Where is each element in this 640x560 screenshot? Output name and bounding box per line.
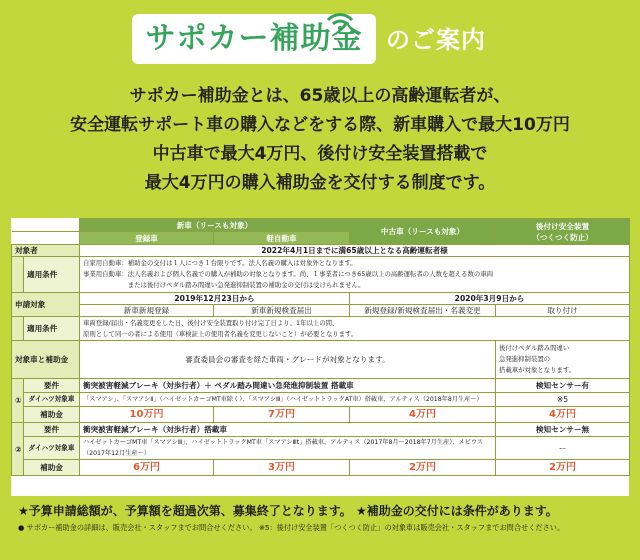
row2-amount-label: 補助金 xyxy=(24,460,80,476)
row2-daihatsu-models: ハイゼットカーゴMT車「スマアシⅢ」、ハイゼットトラックMT車「スマアシⅢt」搭載車、アルティス（2017年8月〜2018年7月生産）、メビウス（2017年12月生産〜） xyxy=(80,437,496,460)
condition-line: 車両登録/届出・名義変更をした日、後付け安全装置取り付け完了日より、1年以上の間、 xyxy=(83,318,339,327)
intro-line: サポカー補助金とは、65歳以上の高齢運転者が、 xyxy=(129,86,511,106)
retrofit-line: 急発進抑制装置の xyxy=(499,355,551,363)
blank-cell xyxy=(12,232,80,245)
apply-date-new: 2019年12月23日から xyxy=(80,293,350,305)
retrofit-line: 搭載車が対象となります。 xyxy=(499,366,576,374)
vehicle-label: 対象車と補助金 xyxy=(12,341,80,379)
condition-line: 自家用自動車：補助金の交付は１人につき１台限りです。法人名義の購入は対象外となります。 xyxy=(83,259,357,267)
spacer-cell xyxy=(12,317,24,341)
blank-cell xyxy=(12,219,80,232)
condition-line: 事業用自動車：法人名義および個人名義での購入が補助の対象となります。尚、１事業者につき65歳以上の高齢運転者の人数を超える数の車両 xyxy=(83,270,494,278)
registered-header: 登録車 xyxy=(80,232,214,245)
notes xyxy=(18,501,628,535)
used-car-header: 中古車（リースも対象） xyxy=(350,219,496,245)
intro-line: 中古車で最大4万円、後付け安全装置搭載で xyxy=(152,144,488,164)
vehicle-value: 審査委員会の審査を経た車両・グレードが対象となります。 xyxy=(80,341,496,379)
row1-amount-registered: 10万円 xyxy=(80,407,214,423)
target-value: 2022年4月1日までに満65歳以上となる高齢運転者様 xyxy=(80,245,630,257)
apply-date-used: 2020年3月9日から xyxy=(350,293,630,305)
new-car-header: 新車（リースも対象） xyxy=(80,219,350,232)
row1-amount-used: 4万円 xyxy=(350,407,496,423)
row2-amount-retrofit: 2万円 xyxy=(496,460,630,476)
row1-amount-label: 補助金 xyxy=(24,407,80,423)
row2-number: ② xyxy=(12,423,24,476)
row2-amount-kei: 3万円 xyxy=(214,460,350,476)
spacer-cell xyxy=(12,257,24,293)
retrofit-header: 後付け安全装置 （つくつく防止） xyxy=(496,219,630,245)
row1-amount-retrofit: 4万円 xyxy=(496,407,630,423)
condition-line: 原則として同一の者による使用（車検証上の使用者名義を変更しないこと）が必要となります。 xyxy=(83,329,358,338)
vehicle-retrofit xyxy=(496,341,630,379)
apply-label: 申請対象 xyxy=(12,293,80,317)
row2-requirement-retrofit: 検知センサー無 xyxy=(496,423,630,437)
row1-daihatsu-retrofit: ※5 xyxy=(496,393,630,407)
row1-requirement-label: 要件 xyxy=(24,379,80,393)
header xyxy=(0,8,640,64)
apply-condition xyxy=(80,317,630,341)
apply-used: 新規登録/新規検査届出・名義変更 xyxy=(350,305,496,317)
note-main: ★予算申請総額が、予算額を超過次第、募集終了となります。 ★補助金の交付には条件があります。 xyxy=(18,504,558,518)
row2-daihatsu-label: ダイハツ対象車 xyxy=(24,437,80,460)
apply-retrofit: 取り付け xyxy=(496,305,630,317)
subsidy-table xyxy=(11,218,629,496)
retrofit-line: 後付けペダル踏み間違い xyxy=(499,344,570,352)
note-sub: ● サポカー補助金の詳細は、販売会社・スタッフまでお問合せください。 ※5：後付け安全装置「つくつく防止」の対象車は販売会社・スタッフまでお問合せください。 xyxy=(18,523,565,532)
row2-requirement: 衝突被害軽減ブレーキ（対歩行者）搭載車 xyxy=(80,423,496,437)
logo xyxy=(132,14,376,64)
row1-daihatsu-label: ダイハツ対象車 xyxy=(24,393,80,407)
apply-new-reg: 新車新規登録 xyxy=(80,305,214,317)
intro-line: 安全運転サポート車の購入などをする際、新車購入で最大10万円 xyxy=(70,115,570,135)
tagline: のご案内 xyxy=(386,26,486,54)
row2-amount-used: 2万円 xyxy=(350,460,496,476)
apply-condition-label: 適用条件 xyxy=(24,317,80,341)
row1-daihatsu-models: 「スマアシ」、「スマアシⅡ」（ハイゼットカーゴMT車除く）、「スマアシⅢ」（ハイゼットトラックAT車）搭載車、アルティス（2018年8月生産〜） xyxy=(80,393,496,407)
apply-new-kei: 新車新規検査届出 xyxy=(214,305,350,317)
target-condition xyxy=(80,257,630,293)
row2-requirement-label: 要件 xyxy=(24,423,80,437)
target-label: 対象者 xyxy=(12,245,80,257)
row1-number: ① xyxy=(12,379,24,423)
intro xyxy=(0,82,640,198)
target-condition-label: 適用条件 xyxy=(24,257,80,293)
row2-amount-registered: 6万円 xyxy=(80,460,214,476)
row1-amount-kei: 7万円 xyxy=(214,407,350,423)
intro-line: 最大4万円の購入補助金を交付する制度です。 xyxy=(144,173,496,193)
condition-line: または後付けペダル踏み間違い急発進抑制装置の補助金の交付は受けられません。 xyxy=(83,281,365,289)
kei-header: 軽自動車 xyxy=(214,232,350,245)
row1-requirement: 衝突被害軽減ブレーキ（対歩行者）＋ ペダル踏み間違い急発進抑制装置 搭載車 xyxy=(80,379,496,393)
logo-text: サポカー補助金 xyxy=(145,21,363,56)
row1-requirement-retrofit: 検知センサー有 xyxy=(496,379,630,393)
row2-daihatsu-retrofit: ー xyxy=(496,437,630,460)
